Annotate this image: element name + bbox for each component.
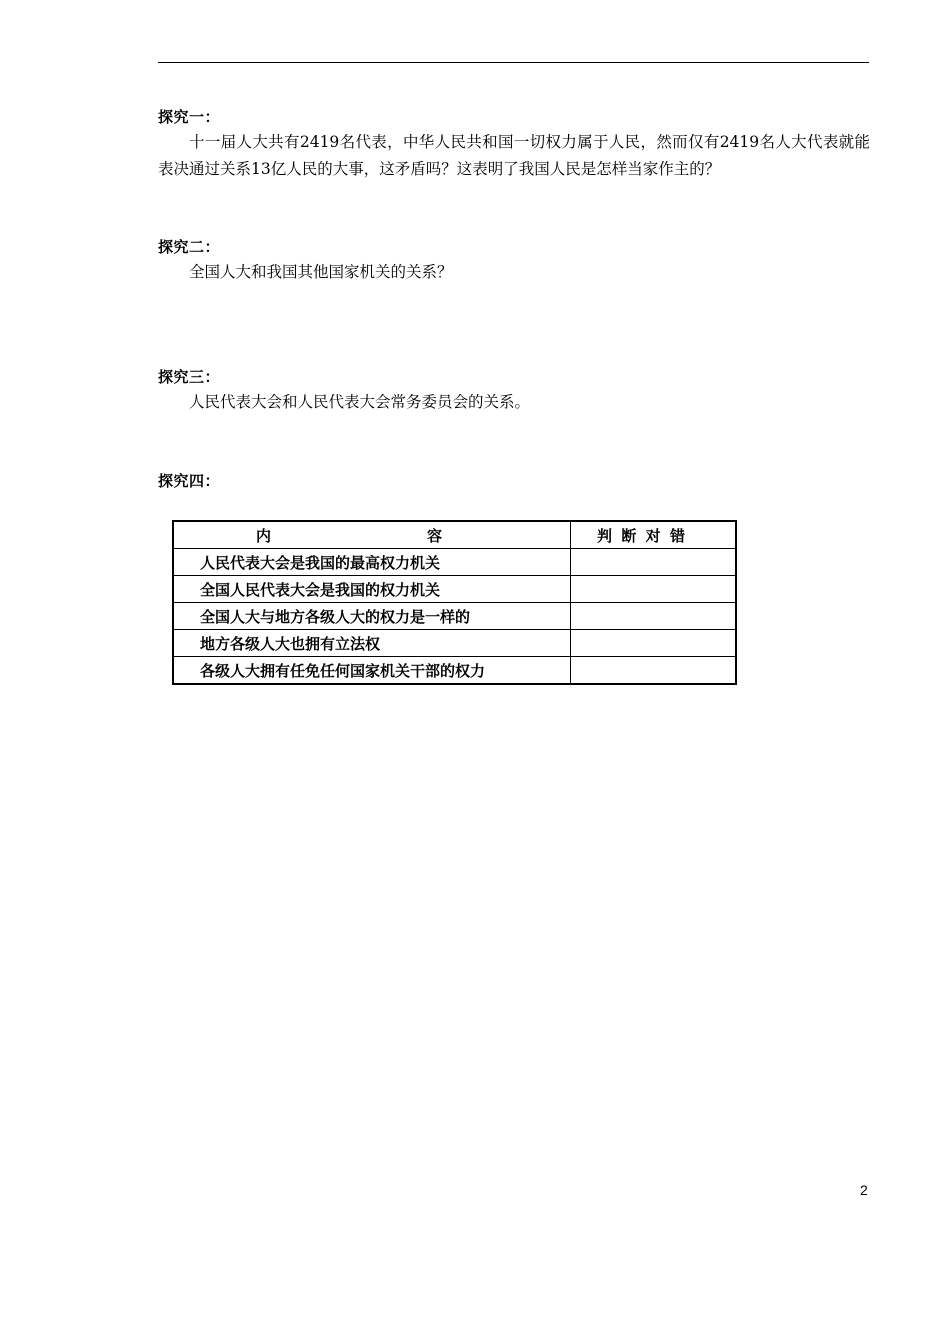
table-row xyxy=(173,630,736,657)
header-judge-char: 判 xyxy=(597,526,613,545)
header-judge-cell xyxy=(571,521,737,549)
row-judgement-cell[interactable] xyxy=(571,576,737,603)
header-content-cell xyxy=(173,521,571,549)
row-content-cell: 全国人民代表大会是我国的权力机关 xyxy=(173,576,571,603)
section-1-text: 十一届人大共有2419名代表，中华人民共和国一切权力属于人民，然而仅有2419名人大代表就能表决通过关系13亿人民的大事，这矛盾吗？这表明了我国人民是怎样当家作主的？ xyxy=(158,133,870,178)
table-row xyxy=(173,603,736,630)
section-3-heading: 探究三： xyxy=(158,368,221,386)
header-judge-char: 错 xyxy=(669,526,685,545)
row-judgement-cell[interactable] xyxy=(571,630,737,657)
header-content-char: 容 xyxy=(426,526,442,545)
section-2-heading: 探究二： xyxy=(158,238,221,256)
judgement-table xyxy=(172,520,737,685)
row-judgement-cell[interactable] xyxy=(571,603,737,630)
header-judge-char: 对 xyxy=(645,526,661,545)
row-content-cell: 地方各级人大也拥有立法权 xyxy=(173,630,571,657)
header-content-char: 内 xyxy=(256,526,272,545)
page-number: 2 xyxy=(860,1182,868,1198)
section-2-text: 全国人大和我国其他国家机关的关系？ xyxy=(189,263,453,281)
header-rule xyxy=(158,62,869,63)
section-4-heading: 探究四： xyxy=(158,472,221,490)
section-1-heading: 探究一： xyxy=(158,108,221,126)
row-content-cell: 各级人大拥有任免任何国家机关干部的权力 xyxy=(173,657,571,685)
table-row xyxy=(173,576,736,603)
row-judgement-cell[interactable] xyxy=(571,657,737,685)
table-header-row xyxy=(173,521,736,549)
header-judge-char: 断 xyxy=(621,526,637,545)
row-content-cell: 全国人大与地方各级人大的权力是一样的 xyxy=(173,603,571,630)
row-judgement-cell[interactable] xyxy=(571,549,737,576)
table-row xyxy=(173,549,736,576)
section-3-text: 人民代表大会和人民代表大会常务委员会的关系。 xyxy=(189,393,531,411)
row-content-cell: 人民代表大会是我国的最高权力机关 xyxy=(173,549,571,576)
table-row xyxy=(173,657,736,685)
